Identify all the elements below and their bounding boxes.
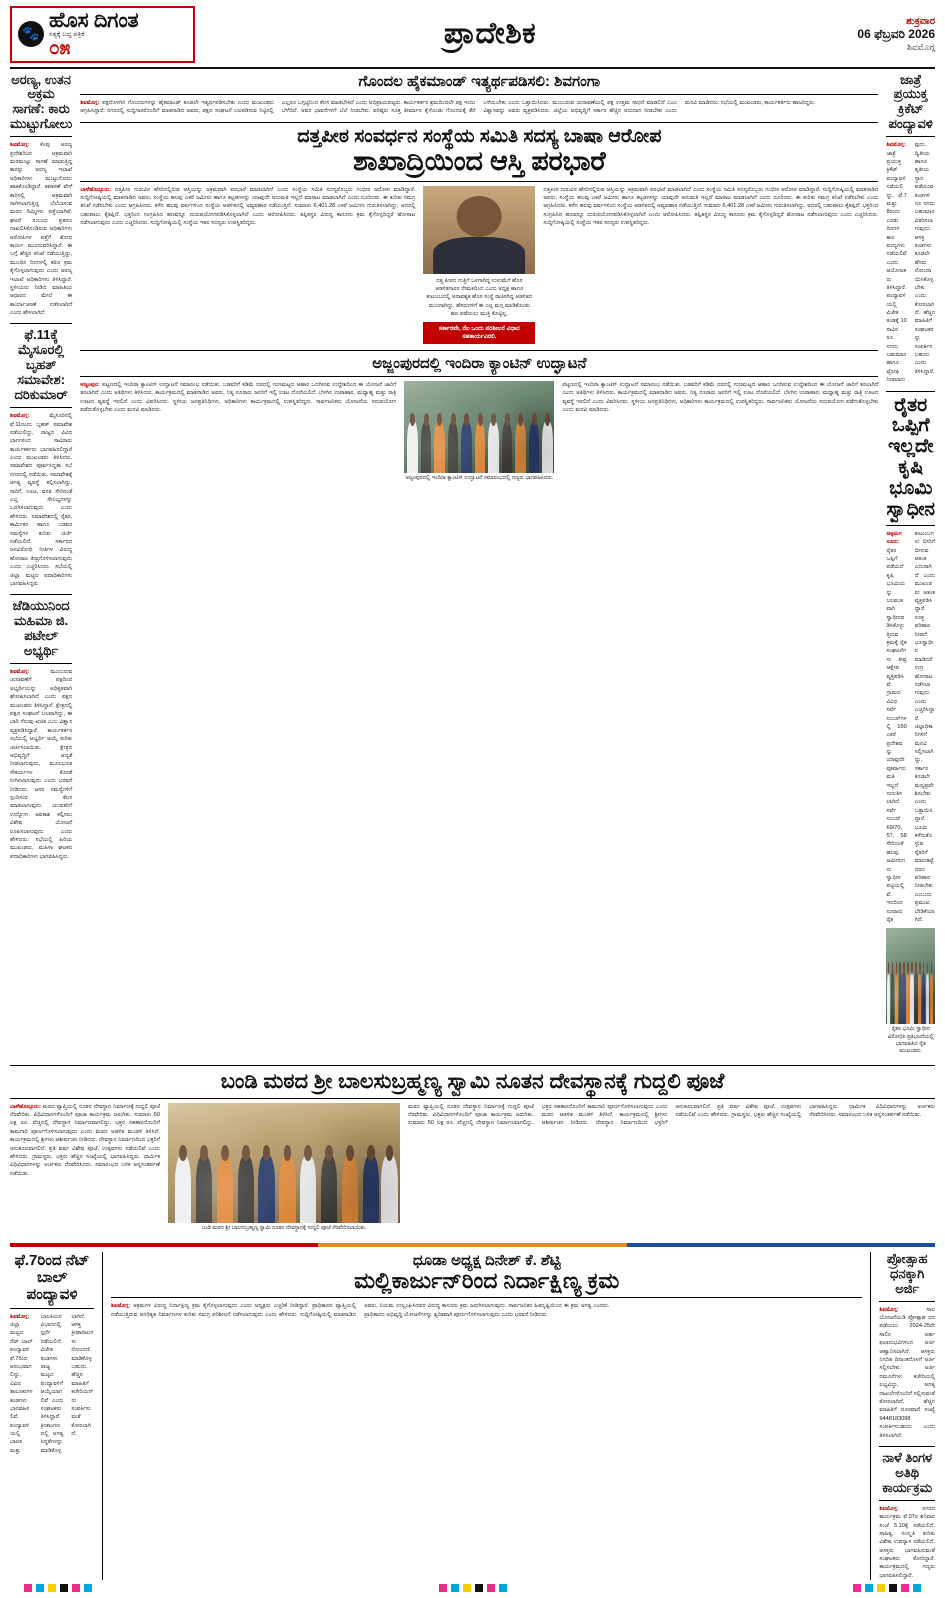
headline: ಮಲ್ಲಿಕಾರ್ಜುನ್‌ರಿಂದ ನಿರ್ದಾಕ್ಷಿಣ್ಯ ಕ್ರಮ [354, 1268, 620, 1294]
body-text-cont: ಪಟ್ಟಣದಲ್ಲಿ ಇಂದಿರಾ ಕ್ಯಾಂಟಿನ್ ಉದ್ಘಾಟನೆ ಸಮಾರಂಭ ನಡೆಯಿತು. ಬಡವರಿಗೆ ಕಡಿಮೆ ದರದಲ್ಲಿ ಗುಣಮಟ್ಟದ ಆಹಾರ ಒದಗಿಸುವ ಉದ್ದೇಶದಿಂದ ಈ ಯೋಜನೆ ಜಾರಿಗೆ ತರಲಾಗಿದೆ ಎಂದು ಅತಿಥಿಗಳು ತಿಳಿಸಿದರು. ಕಾರ್ಯಕ್ರಮದಲ್ಲಿ ಮಾತನಾಡಿದ ಅವರು, ನಿತ್ಯ ನೂರಾರು ಜನರಿಗೆ ಇಲ್ಲಿ ಊಟ ದೊರೆಯಲಿದೆ. ಬೆಳಗಿನ ಉಪಾಹಾರ, ಮಧ್ಯಾಹ್ನ ಮತ್ತು ರಾತ್ರಿ ಊಟದ ವ್ಯವಸ್ಥೆ ಇರಲಿದೆ ಎಂದು ವಿವರಿಸಿದರು. ಸ್ಥಳೀಯ ಜನಪ್ರತಿನಿಧಿಗಳು, ಅಧಿಕಾರಿಗಳು ಕಾರ್ಯಕ್ರಮದಲ್ಲಿ ಉಪಸ್ಥಿತರಿದ್ದರು. ಸಾರ್ವಜನಿಕರು ಯೋಜನೆಯ ಸದುಪಯೋಗ ಪಡೆದುಕೊಳ್ಳಬೇಕು ಎಂದು ಮನವಿ ಮಾಡಿದರು. [562, 381, 879, 414]
crowd-figures [886, 971, 935, 1025]
article-forest-seizure [10, 73, 72, 318]
article-body [80, 99, 878, 116]
section-name: ಪ್ರಾದೇಶಿಕ [443, 17, 537, 51]
canteen-photo [404, 381, 554, 473]
cmyk-dots-left [24, 1584, 92, 1592]
article-body [879, 1505, 935, 1581]
dateline: ಶಿವಮೊಗ್ಗ: [10, 413, 30, 420]
body-text: ಸಾಲ ಯೋಜನೆಯಡಿ ಪ್ರೋತ್ಸಾಹ ಧನ ಪಡೆಯಲು 2024-25ನೇ ಸಾಲಿನ ಅರ್ಹ ಫಲಾನುಭವಿಗಳಿಂದ ಅರ್ಜಿ ಆಹ್ವಾನಿಸಲಾಗಿದೆ. ಆಸಕ್ತರು ನಿಗದಿತ ದಿನಾಂಕದೊಳಗೆ ಅರ್ಜಿ ಸಲ್ಲಿಸಬೇಕು. ಅರ್ಜಿ ನಮೂನೆಗಳು ಕಚೇರಿಯಲ್ಲಿ ಲಭ್ಯವಿದ್ದು, ಅಗತ್ಯ ದಾಖಲೆಗಳೊಂದಿಗೆ ಸಲ್ಲಿಸುವಂತೆ ಕೋರಲಾಗಿದೆ. ಹೆಚ್ಚಿನ ಮಾಹಿತಿಗೆ ದೂರವಾಣಿ ಸಂಖ್ಯೆ 9448183098 ಸಂಪರ್ಕಿಸಬಹುದು ಎಂದು ತಿಳಿಸಲಾಗಿದೆ. [879, 1306, 935, 1439]
headline: ಗೊಂದಲ ಹೈಕಮಾಂಡ್ ಇತ್ಯರ್ಥಪಡಿಸಲಿ: ಶಿವಗಂಗಾ [358, 72, 601, 90]
headline: ಬಂಡಿ ಮಠದ ಶ್ರೀ ಬಾಲಸುಬ್ರಹ್ಮಣ್ಯ ಸ್ವಾಮಿ ನೂತನ ದೇವಸ್ಥಾನಕ್ಕೆ ಗುದ್ದಲಿ ಪೂಜೆ [220, 1070, 725, 1094]
registration-marks [10, 1580, 935, 1598]
article-body-right [543, 186, 878, 344]
article-body [80, 381, 396, 482]
color-separator [10, 1238, 935, 1252]
article-body [10, 412, 72, 588]
body-text: ಅಕ್ರಮಗಳ ವಿರುದ್ಧ ನಿರ್ದಾಕ್ಷಿಣ್ಯ ಕ್ರಮ ಕೈಗೊಳ್ಳಲಾಗುವುದು ಎಂದು ಅಧ್ಯಕ್ಷರು ಎಚ್ಚರಿಕೆ ನೀಡಿದ್ದಾರೆ. ಪ್ರಾಧಿಕಾರದ ವ್ಯಾಪ್ತಿಯಲ್ಲಿ ನಡೆಯುತ್ತಿರುವ ಅನಧಿಕೃತ ನಿರ್ಮಾಣಗಳ ಕುರಿತು ಸಮಗ್ರ ಪರಿಶೀಲನೆ ನಡೆಸಲಾಗುವುದು ಎಂದು ಹೇಳಿದರು. ಸುದ್ದಿಗೋಷ್ಠಿಯಲ್ಲಿ ಮಾತನಾಡಿದ ಅವರು, ನಿಯಮ ಉಲ್ಲಂಘಿಸಿದವರ ವಿರುದ್ಧ ಕಾನೂನು ಕ್ರಮ ಜರುಗಿಸಲಾಗುವುದು. ಸಾರ್ವಜನಿಕರ ಹಿತದೃಷ್ಟಿಯಿಂದ ಈ ಕ್ರಮ ಅಗತ್ಯ ಎಂದರು. ಪ್ರಾಧಿಕಾರದ ಅಭಿವೃದ್ಧಿ ಯೋಜನೆಗಳನ್ನು ತ್ವರಿತವಾಗಿ ಪೂರ್ಣಗೊಳಿಸಲಾಗುವುದು ಎಂದು ಭರವಸೆ ನೀಡಿದರು. [111, 1303, 610, 1318]
newspaper-title: ಹೊಸ ದಿಗಂತ [49, 9, 139, 32]
photo-caption: ಅಜ್ಜಂಪುರದಲ್ಲಿ ಇಂದಿರಾ ಕ್ಯಾಂಟಿನ್ ಉದ್ಘಾಟನೆ ಸಮಾರಂಭದಲ್ಲಿ ಗಣ್ಯರು ಭಾಗವಹಿಸಿದರು. [405, 474, 554, 481]
crowd-figures [168, 1155, 400, 1222]
body-text: ರೈತರ ಒಪ್ಪಿಗೆ ಪಡೆಯದೆ ಕೃಷಿ ಭೂಮಿಯನ್ನು ಬಲವಂತವಾಗಿ ಸ್ವಾಧೀನಪಡಿಸಿಕೊಳ್ಳುತ್ತಿರುವ ಕ್ರಮಕ್ಕೆ ರೈತ ಸಂಘಟನೆಗಳು ತೀವ್ರ ಆಕ್ಷೇಪ ವ್ಯಕ್ತಪಡಿಸಿವೆ. ಗ್ರಾಮದ ವಿವಿಧ ಸರ್ವೆ ನಂಬರ್‌ಗಳಲ್ಲಿ 150 ಎಕರೆ ಪ್ರದೇಶವನ್ನು ಯಾವುದೇ ಪೂರ್ವಾನುಮತಿ ಇಲ್ಲದೆ ಗುರುತಿಸಲಾಗಿದೆ. ಸರ್ವೆ ನಂಬರ್ 69/70, 57, 58 ಸೇರಿದಂತೆ ಹಲವು ಜಮೀನುಗಳು ಸ್ವಾಧೀನ ಪಟ್ಟಿಯಲ್ಲಿವೆ. ಇದರಿಂದ ನೂರಾರು ರೈತ ಕುಟುಂಬಗಳು ಬೀದಿಗೆ ಬೀಳುವ ಆತಂಕ ಎದುರಾಗಿದೆ ಎಂದು ಮುಖಂಡರು ಆತಂಕ ವ್ಯಕ್ತಪಡಿಸಿದ್ದಾರೆ. ಸೂಕ್ತ ಪರಿಹಾರ ನೀಡದೆ ಭೂಸ್ವಾಧೀನ ಮಾಡಿದರೆ ಉಗ್ರ ಹೋರಾಟ ನಡೆಸಲಾಗುವುದು ಎಂದು ಎಚ್ಚರಿಸಿದ್ದಾರೆ. ಜಿಲ್ಲಾಧಿಕಾರಿಗಳಿಗೆ ಮನವಿ ಸಲ್ಲಿಸಲಾಗಿದ್ದು, ಸರ್ಕಾರ ಕೂಡಲೇ ಮಧ್ಯಪ್ರವೇಶಿಸಬೇಕು ಎಂದು ಒತ್ತಾಯಿಸಿದ್ದಾರೆ. ಭೂಮಿ ಕಳೆದುಕೊಳ್ಳುವ ರೈತರಿಗೆ ಮಾರುಕಟ್ಟೆ ದರದ ಪರಿಹಾರ ನೀಡಬೇಕು ಎಂಬುದು ಪ್ರಮುಖ ಬೇಡಿಕೆಯಾಗಿದೆ. [886, 530, 935, 923]
dateline: ಶಿವಮೊಗ್ಗ: [10, 669, 30, 676]
dateline: ಬಾಳೆಹೊನ್ನೂರು: [10, 1103, 41, 1110]
dooda-column [102, 1252, 862, 1580]
dateline: ಶಿವಮೊಗ್ಗ: [80, 99, 100, 106]
body-text-cont: ದತ್ತಪೀಠ ಗುರುವಿನ ಹೆಸರಿನಲ್ಲಿರುವ ಆಸ್ತಿಯನ್ನು ಅಕ್ರಮವಾಗಿ ಪರಭಾರೆ ಮಾಡಲಾಗಿದೆ ಎಂದು ಸಂಸ್ಥೆಯ ಸಮಿತಿ ಸದಸ್ಯರೊಬ್ಬರು ಗಂಭೀರ ಆರೋಪ ಮಾಡಿದ್ದಾರೆ. ಸುದ್ದಿಗೋಷ್ಠಿಯಲ್ಲಿ ಮಾತನಾಡಿದ ಅವರು, ಸಂಸ್ಥೆಯ ಹಲವು ಎಕರೆ ಜಮೀನು ಹಾಗೂ ಕಟ್ಟಡಗಳನ್ನು ಯಾವುದೇ ಅನುಮತಿ ಇಲ್ಲದೆ ಮಾರಾಟ ಮಾಡಲಾಗಿದೆ ಎಂದು ದೂರಿದರು. ಈ ಕುರಿತು ಸಮಗ್ರ ತನಿಖೆ ನಡೆಸಬೇಕು ಎಂದು ಆಗ್ರಹಿಸಿದರು. ಕಳೆದ ಹಲವು ವರ್ಷಗಳಿಂದ ಸಂಸ್ಥೆಯ ಆಡಳಿತದಲ್ಲಿ ಅವ್ಯವಹಾರ ನಡೆಯುತ್ತಿದೆ. ಸುಮಾರು 6,401.28 ಎಕರೆ ಜಮೀನು ಗುರುತಿಸಲಾಗಿದ್ದು, ಅದರಲ್ಲಿ ಬಹುಪಾಲು ಕೈತಪ್ಪಿದೆ. ಭಕ್ತರಿಂದ ಸಂಗ್ರಹಿಸಿದ ಹಣವನ್ನೂ ದುರುಪಯೋಗಪಡಿಸಿಕೊಳ್ಳಲಾಗಿದೆ ಎಂದು ಆರೋಪಿಸಿದರು. ತಪ್ಪಿತಸ್ಥರ ವಿರುದ್ಧ ಕಾನೂನು ಕ್ರಮ ಕೈಗೊಳ್ಳದಿದ್ದರೆ ಹೋರಾಟ ನಡೆಸಲಾಗುವುದು ಎಂದು ಎಚ್ಚರಿಸಿದರು. ಸುದ್ದಿಗೋಷ್ಠಿಯಲ್ಲಿ ಸಂಸ್ಥೆಯ ಇತರ ಸದಸ್ಯರು ಉಪಸ್ಥಿತರಿದ್ದರು. [543, 186, 879, 227]
headline: ಅರಣ್ಯ, ಉತನ ಅಕ್ರಮ ಸಾಗಣೆ: ಕಾರು ಮುಟ್ಟುಗೋಲು [10, 71, 73, 132]
kicker: ದತ್ತಪೀಠ ಸಂವರ್ಧನ ಸಂಸ್ಥೆಯ ಸಮಿತಿ ಸದಸ್ಯ ಬಾಷಾ ಆರೋಪ [297, 125, 662, 147]
section-header [195, 17, 785, 51]
photo-caption: ಬಂಡಿ ಮಠದ ಶ್ರೀ ಬಾಲಸುಬ್ರಹ್ಮಣ್ಯ ಸ್ವಾಮಿ ನೂತನ ದೇವಸ್ಥಾನಕ್ಕೆ ಗುದ್ದಲಿ ಪೂಜೆ ನೆರವೇರಿಸಲಾಯಿತು. [201, 1224, 367, 1231]
sep-blue [627, 1243, 935, 1247]
article-cricket-tournament [886, 73, 935, 385]
headline: ಜೆಡಿಯುನಿಂದ ಮಹಿಮಾ ಜಿ. ಪಟೇಲ್ ಅಭ್ಯರ್ಥಿ [12, 598, 70, 659]
masthead [10, 6, 935, 69]
body-text: ಜಾತ್ರೆ ಪ್ರಯುಕ್ತ ಕ್ರಿಕೆಟ್ ಪಂದ್ಯಾವಳಿ ನಡೆಯಲಿದ್ದು, ಫೆ.7 ಮತ್ತು 8ರಂದು ಎರಡು ದಿನಗಳ ಕಾಲ ಪಂದ್ಯಗಳು ನಡೆಯಲಿವೆ ಎಂದು ಆಯೋಜಕರು ತಿಳಿಸಿದ್ದಾರೆ. ಪಂದ್ಯಾವಳಿಯಲ್ಲಿ ವಿಜೇತ ತಂಡಕ್ಕೆ 10 ಸಾವಿರ ರೂ. ನಗದು ಬಹುಮಾನ ಹಾಗೂ ಟ್ರೋಫಿ ನೀಡಲಾಗುವುದು. ದ್ವಿತೀಯ ಹಾಗೂ ತೃತೀಯ ಸ್ಥಾನ ಪಡೆಯುವ ತಂಡಗಳಿಗೂ ನಗದು ಬಹುಮಾನ ವಿತರಿಸಲಾಗುವುದು. ಆಸಕ್ತ ತಂಡಗಳು ಕೂಡಲೇ ಹೆಸರು ನೋಂದಾಯಿಸಿಕೊಳ್ಳಬೇಕು ಎಂದು ಕೋರಲಾಗಿದೆ. ಹೆಚ್ಚಿನ ಮಾಹಿತಿಗೆ ಸಂಘಟಕರನ್ನು ಸಂಪರ್ಕಿಸಬಹುದು ಎಂದು ತಿಳಿಸಿದ್ದಾರೆ. [886, 142, 935, 384]
photo-block [404, 381, 554, 482]
article-land-acquisition [886, 391, 935, 1056]
body-text-cont: ಮಠದ ವ್ಯಾಪ್ತಿಯಲ್ಲಿ ನೂತನ ದೇವಸ್ಥಾನ ನಿರ್ಮಾಣಕ್ಕೆ ಗುದ್ದಲಿ ಪೂಜೆ ನೆರವೇರಿತು. ವಿಧಿವಿಧಾನಗಳೊಂದಿಗೆ ಪೂಜಾ ಕಾರ್ಯಕ್ರಮ ಜರುಗಿತು. ಸುಮಾರು 50 ಲಕ್ಷ ರೂ. ವೆಚ್ಚದಲ್ಲಿ ದೇವಸ್ಥಾನ ನಿರ್ಮಾಣವಾಗಲಿದ್ದು, ಭಕ್ತರ ಸಹಕಾರದೊಂದಿಗೆ ಕಾಮಗಾರಿ ಪೂರ್ಣಗೊಳಿಸಲಾಗುವುದು ಎಂದು ಮಠದ ಆಡಳಿತ ಮಂಡಳಿ ತಿಳಿಸಿದೆ. ಕಾರ್ಯಕ್ರಮದಲ್ಲಿ ಶ್ರೀಗಳು ಆಶೀರ್ವಚನ ನೀಡಿದರು. ದೇವಸ್ಥಾನ ನಿರ್ಮಾಣದಿಂದ ಭಕ್ತರಿಗೆ ಅನುಕೂಲವಾಗಲಿದೆ. ಪ್ರತಿ ವರ್ಷ ವಿಶೇಷ ಪೂಜೆ, ಉತ್ಸವಗಳು ನಡೆಯಲಿವೆ ಎಂದು ಹೇಳಿದರು. ಗ್ರಾಮಸ್ಥರು, ಭಕ್ತರು ಹೆಚ್ಚಿನ ಸಂಖ್ಯೆಯಲ್ಲಿ ಭಾಗವಹಿಸಿದ್ದರು. ಧಾರ್ಮಿಕ ವಿಧಿವಿಧಾನಗಳನ್ನು ಅರ್ಚಕರು ನೆರವೇರಿಸಿದರು. ಸಮಾರಂಭದ ಬಳಿಕ ಅನ್ನಸಂತರ್ಪಣೆ ನಡೆಯಿತು. [408, 1103, 935, 1127]
article-body [10, 141, 72, 317]
edition-number: ೦೫ [49, 37, 71, 59]
temple-puja-photo [168, 1103, 400, 1223]
dateline: ಶಿವಮೊಗ್ಗ: [879, 1306, 899, 1313]
dateline: ಶಿವಮೊಗ್ಗ: [10, 142, 30, 149]
article-body [10, 668, 72, 861]
cmyk-dots-right [853, 1584, 921, 1592]
left-column [10, 73, 72, 1062]
weekday: ಶುಕ್ರವಾರ [906, 15, 935, 27]
body-text: ದತ್ತಪೀಠ ಗುರುವಿನ ಹೆಸರಿನಲ್ಲಿರುವ ಆಸ್ತಿಯನ್ನು ಅಕ್ರಮವಾಗಿ ಪರಭಾರೆ ಮಾಡಲಾಗಿದೆ ಎಂದು ಸಂಸ್ಥೆಯ ಸಮಿತಿ ಸದಸ್ಯರೊಬ್ಬರು ಗಂಭೀರ ಆರೋಪ ಮಾಡಿದ್ದಾರೆ. ಸುದ್ದಿಗೋಷ್ಠಿಯಲ್ಲಿ ಮಾತನಾಡಿದ ಅವರು, ಸಂಸ್ಥೆಯ ಹಲವು ಎಕರೆ ಜಮೀನು ಹಾಗೂ ಕಟ್ಟಡಗಳನ್ನು ಯಾವುದೇ ಅನುಮತಿ ಇಲ್ಲದೆ ಮಾರಾಟ ಮಾಡಲಾಗಿದೆ ಎಂದು ದೂರಿದರು. ಈ ಕುರಿತು ಸಮಗ್ರ ತನಿಖೆ ನಡೆಸಬೇಕು ಎಂದು ಆಗ್ರಹಿಸಿದರು. ಕಳೆದ ಹಲವು ವರ್ಷಗಳಿಂದ ಸಂಸ್ಥೆಯ ಆಡಳಿತದಲ್ಲಿ ಅವ್ಯವಹಾರ ನಡೆಯುತ್ತಿದೆ. ಸುಮಾರು 6,401.28 ಎಕರೆ ಜಮೀನು ಗುರುತಿಸಲಾಗಿದ್ದು, ಅದರಲ್ಲಿ ಬಹುಪಾಲು ಕೈತಪ್ಪಿದೆ. ಭಕ್ತರಿಂದ ಸಂಗ್ರಹಿಸಿದ ಹಣವನ್ನೂ ದುರುಪಯೋಗಪಡಿಸಿಕೊಳ್ಳಲಾಗಿದೆ ಎಂದು ಆರೋಪಿಸಿದರು. ತಪ್ಪಿತಸ್ಥರ ವಿರುದ್ಧ ಕಾನೂನು ಕ್ರಮ ಕೈಗೊಳ್ಳದಿದ್ದರೆ ಹೋರಾಟ ನಡೆಸಲಾಗುವುದು ಎಂದು ಎಚ್ಚರಿಸಿದರು. ಸುದ್ದಿಗೋಷ್ಠಿಯಲ್ಲಿ ಸಂಸ್ಥೆಯ ಇತರ ಸದಸ್ಯರು ಉಪಸ್ಥಿತರಿದ್ದರು. [80, 186, 416, 227]
headline: ಜಾತ್ರೆ ಪ್ರಯುಕ್ತ ಕ್ರಿಕೆಟ್ ಪಂದ್ಯಾವಳಿ [888, 71, 933, 132]
article-body-cont [408, 1103, 935, 1232]
person-photo [423, 186, 535, 274]
netball-column [10, 1252, 94, 1580]
dateline-block [785, 16, 935, 53]
headline: ಫೆ.7ರಿಂದ ನೆಟ್ ಬಾಲ್ ಪಂದ್ಯಾವಳಿ [14, 1251, 90, 1304]
photo-caption: ರೈತರ ಭೂಮಿ ಸ್ವಾಧೀನ ವಿರೋಧಿಸಿ ಪ್ರತಿಭಟನೆಯಲ್ಲಿ ಭಾಗವಹಿಸಿದ ರೈತ ಮುಖಂಡರು. [887, 1026, 934, 1055]
sep-red [10, 1243, 318, 1247]
issue-date: 06 ಫೆಬ್ರವರಿ 2026 [857, 26, 935, 41]
dateline: ಚಿಕ್ಕಮಗಳೂರು: [886, 530, 902, 546]
sep-orange [318, 1243, 626, 1247]
article-jdu-candidate [10, 594, 72, 861]
article-body [10, 1103, 160, 1232]
edition-place: ಶಿವಮೊಗ್ಗ [907, 41, 935, 52]
right-column [886, 73, 935, 1062]
article-body [10, 1313, 94, 1456]
headline: ಫೆ.11ಕ್ಕೆ ಮೈಸೂರಲ್ಲಿ ಬೃಹತ್ ಸಮಾವೇಶ: ದರಿಕುಮಾರ್ [14, 327, 68, 403]
body-text: ಪಕ್ಷದೊಳಗಿನ ಗೊಂದಲಗಳನ್ನು ಹೈಕಮಾಂಡ್ ಕೂಡಲೇ ಇತ್ಯರ್ಥಪಡಿಸಬೇಕು ಎಂದು ಮುಖಂಡರು ಆಗ್ರಹಿಸಿದ್ದಾರೆ. ನಗರದಲ್ಲಿ ಸುದ್ದಿಗಾರರೊಂದಿಗೆ ಮಾತನಾಡಿದ ಅವರು, ಪಕ್ಷದ ಸಂಘಟನೆ ಬಲಪಡಿಸುವ ನಿಟ್ಟಿನಲ್ಲಿ ಎಲ್ಲರೂ ಒಗ್ಗಟ್ಟಿನಿಂದ ಕೆಲಸ ಮಾಡಬೇಕಿದೆ ಎಂದು ಅಭಿಪ್ರಾಯಪಟ್ಟರು. ಕಾರ್ಯಕರ್ತರ ಶ್ರಮದಿಂದಲೇ ಪಕ್ಷ ಇಂದು ಬೆಳೆದಿದೆ. ಅವರ ಭಾವನೆಗಳಿಗೆ ಬೆಲೆ ನೀಡಬೇಕು. ವರಿಷ್ಠರು ಸೂಕ್ತ ತೀರ್ಮಾನ ಕೈಗೊಂಡು ಗೊಂದಲಕ್ಕೆ ತೆರೆ ಎಳೆಯಬೇಕು ಎಂದು ಒತ್ತಾಯಿಸಿದರು. ಮುಂಬರುವ ಚುನಾವಣೆಯಲ್ಲಿ ಪಕ್ಷ ಉತ್ತಮ ಸಾಧನೆ ಮಾಡಲಿದೆ ಎಂಬ ವಿಶ್ವಾಸವನ್ನು ಅವರು ವ್ಯಕ್ತಪಡಿಸಿದರು. ಜಿಲ್ಲೆಯ ಅಭಿವೃದ್ಧಿಗೆ ಸರ್ಕಾರ ಹೆಚ್ಚಿನ ಅನುದಾನ ನೀಡಬೇಕು ಎಂದು ಮನವಿ ಮಾಡಿದರು. ಸಭೆಯಲ್ಲಿ ಮುಖಂಡರು, ಕಾರ್ಯಕರ್ತರು ಹಾಜರಿದ್ದರು. [80, 99, 816, 115]
cmyk-dots-center [439, 1584, 507, 1592]
notices-column [870, 1252, 935, 1580]
article-body-cont [562, 381, 878, 482]
article-temple-puja [10, 1070, 935, 1231]
crowd-figures [404, 421, 554, 473]
newspaper-tagline: ಸತ್ಯಕ್ಕೆ ಬದ್ಧ ಪತ್ರಿಕೆ [49, 31, 85, 38]
red-callout: ಸರ್ಕಾರವೇ, ನೆಲ ಒಂದು ಪರಿಶೀಲನೆ ವಿಧಾನ ಸಹಕಾರ್ಯವಿರಲಿ. [423, 322, 535, 344]
body-text: ನಗರದ ಕಾರ್ಯಕ್ರಮ ಫೆ.07ರ ಶನಿವಾರ ಸಂಜೆ 5.10ಕ್ಕೆ ನಡೆಯಲಿದೆ. ಸಾಹಿತ್ಯ, ಸಂಸ್ಕೃತಿ ಕುರಿತು ವಿಶೇಷ ಉಪನ್ಯಾಸ ನಡೆಯಲಿದೆ. ಆಸಕ್ತರು ಭಾಗವಹಿಸುವಂತೆ ಸಂಘಟಕರು ಕೋರಿದ್ದಾರೆ. ಕಾರ್ಯಕ್ರಮದಲ್ಲಿ ಗಣ್ಯರು ಭಾಗವಹಿಸಲಿದ್ದಾರೆ. [879, 1505, 935, 1579]
body-text: ಪಟ್ಟಣದಲ್ಲಿ ಇಂದಿರಾ ಕ್ಯಾಂಟಿನ್ ಉದ್ಘಾಟನೆ ಸಮಾರಂಭ ನಡೆಯಿತು. ಬಡವರಿಗೆ ಕಡಿಮೆ ದರದಲ್ಲಿ ಗುಣಮಟ್ಟದ ಆಹಾರ ಒದಗಿಸುವ ಉದ್ದೇಶದಿಂದ ಈ ಯೋಜನೆ ಜಾರಿಗೆ ತರಲಾಗಿದೆ ಎಂದು ಅತಿಥಿಗಳು ತಿಳಿಸಿದರು. ಕಾರ್ಯಕ್ರಮದಲ್ಲಿ ಮಾತನಾಡಿದ ಅವರು, ನಿತ್ಯ ನೂರಾರು ಜನರಿಗೆ ಇಲ್ಲಿ ಊಟ ದೊರೆಯಲಿದೆ. ಬೆಳಗಿನ ಉಪಾಹಾರ, ಮಧ್ಯಾಹ್ನ ಮತ್ತು ರಾತ್ರಿ ಊಟದ ವ್ಯವಸ್ಥೆ ಇರಲಿದೆ ಎಂದು ವಿವರಿಸಿದರು. ಸ್ಥಳೀಯ ಜನಪ್ರತಿನಿಧಿಗಳು, ಅಧಿಕಾರಿಗಳು ಕಾರ್ಯಕ್ರಮದಲ್ಲಿ ಉಪಸ್ಥಿತರಿದ್ದರು. ಸಾರ್ವಜನಿಕರು ಯೋಜನೆಯ ಸದುಪಯೋಗ ಪಡೆದುಕೊಳ್ಳಬೇಕು ಎಂದು ಮನವಿ ಮಾಡಿದರು. [80, 381, 397, 414]
article-property-transfer [80, 122, 878, 344]
article-body [111, 1302, 862, 1319]
dateline: ಶಿವಮೊಗ್ಗ: [111, 1303, 131, 1310]
logo-text [49, 10, 138, 58]
headline: ಅಜ್ಜಂಪುರದಲ್ಲಿ ಇಂದಿರಾ ಕ್ಯಾಂಟಿನ್ ಉದ್ಘಾಟನೆ [372, 354, 587, 372]
body-text: ಮಠದ ವ್ಯಾಪ್ತಿಯಲ್ಲಿ ನೂತನ ದೇವಸ್ಥಾನ ನಿರ್ಮಾಣಕ್ಕೆ ಗುದ್ದಲಿ ಪೂಜೆ ನೆರವೇರಿತು. ವಿಧಿವಿಧಾನಗಳೊಂದಿಗೆ ಪೂಜಾ ಕಾರ್ಯಕ್ರಮ ಜರುಗಿತು. ಸುಮಾರು 50 ಲಕ್ಷ ರೂ. ವೆಚ್ಚದಲ್ಲಿ ದೇವಸ್ಥಾನ ನಿರ್ಮಾಣವಾಗಲಿದ್ದು, ಭಕ್ತರ ಸಹಕಾರದೊಂದಿಗೆ ಕಾಮಗಾರಿ ಪೂರ್ಣಗೊಳಿಸಲಾಗುವುದು ಎಂದು ಮಠದ ಆಡಳಿತ ಮಂಡಳಿ ತಿಳಿಸಿದೆ. ಕಾರ್ಯಕ್ರಮದಲ್ಲಿ ಶ್ರೀಗಳು ಆಶೀರ್ವಚನ ನೀಡಿದರು. ದೇವಸ್ಥಾನ ನಿರ್ಮಾಣದಿಂದ ಭಕ್ತರಿಗೆ ಅನುಕೂಲವಾಗಲಿದೆ. ಪ್ರತಿ ವರ್ಷ ವಿಶೇಷ ಪೂಜೆ, ಉತ್ಸವಗಳು ನಡೆಯಲಿವೆ ಎಂದು ಹೇಳಿದರು. ಗ್ರಾಮಸ್ಥರು, ಭಕ್ತರು ಹೆಚ್ಚಿನ ಸಂಖ್ಯೆಯಲ್ಲಿ ಭಾಗವಹಿಸಿದ್ದರು. ಧಾರ್ಮಿಕ ವಿಧಿವಿಧಾನಗಳನ್ನು ಅರ್ಚಕರು ನೆರವೇರಿಸಿದರು. ಸಮಾರಂಭದ ಬಳಿಕ ಅನ್ನಸಂತರ್ಪಣೆ ನಡೆಯಿತು. [10, 1103, 160, 1177]
center-column [80, 73, 878, 1062]
body-text: ಮುಂಬರುವ ಚುನಾವಣೆಗೆ ಪಕ್ಷದಿಂದ ಅಭ್ಯರ್ಥಿಯನ್ನು ಅಧಿಕೃತವಾಗಿ ಘೋಷಿಸಲಾಗಿದೆ ಎಂದು ಪಕ್ಷದ ಮುಖಂಡರು ತಿಳಿಸಿದ್ದಾರೆ. ಕ್ಷೇತ್ರದಲ್ಲಿ ಪಕ್ಷದ ಸಂಘಟನೆ ಬಲವಾಗಿದ್ದು, ಈ ಬಾರಿ ಗೆಲುವು ಖಚಿತ ಎಂಬ ವಿಶ್ವಾಸ ವ್ಯಕ್ತಪಡಿಸಿದ್ದಾರೆ. ಕಾರ್ಯಕರ್ತರ ಸಭೆಯಲ್ಲಿ ಅಭ್ಯರ್ಥಿ ಆಯ್ಕೆ ಕುರಿತು ಚರ್ಚಿಸಲಾಯಿತು. ಕ್ಷೇತ್ರದ ಅಭಿವೃದ್ಧಿಗೆ ಆದ್ಯತೆ ನೀಡಲಾಗುವುದು, ಮೂಲಭೂತ ಸೌಕರ್ಯಗಳ ಕೊರತೆ ನೀಗಿಸಲಾಗುವುದು ಎಂದು ಭರವಸೆ ನೀಡಿದರು. ಜನರ ಸಮಸ್ಯೆಗಳಿಗೆ ಸ್ಪಂದಿಸುವ ಕೆಲಸ ಮಾಡಲಾಗುವುದು. ಯುವಕರಿಗೆ ಉದ್ಯೋಗ ಅವಕಾಶ ಕಲ್ಪಿಸಲು ವಿಶೇಷ ಯೋಜನೆ ರೂಪಿಸಲಾಗುವುದು ಎಂದು ಹೇಳಿದರು. ಸಭೆಯಲ್ಲಿ ಹಿರಿಯ ಮುಖಂಡರು, ಮಹಿಳಾ ಘಟಕದ ಪದಾಧಿಕಾರಿಗಳು ಭಾಗವಹಿಸಿದ್ದರು. [10, 669, 73, 860]
dateline: ಬಾಳೆಹೊನ್ನೂರು: [80, 186, 111, 193]
pull-quote-block [423, 186, 535, 344]
headline: ಪ್ರೋತ್ಸಾಹ ಧನಕ್ಕಾಗಿ ಅರ್ಜಿ [886, 1250, 928, 1296]
article-mysuru-convention [10, 323, 72, 588]
article-body [879, 1306, 935, 1440]
body-text: ಮೈಸೂರಿನಲ್ಲಿ ಫೆ.11ರಂದು ಬೃಹತ್ ಸಮಾವೇಶ ನಡೆಯಲಿದ್ದು, ರಾಜ್ಯದ ವಿವಿಧ ಭಾಗಗಳಿಂದ ಸಾವಿರಾರು ಕಾರ್ಯಕರ್ತರು ಭಾಗವಹಿಸಲಿದ್ದಾರೆ ಎಂದು ಮುಖಂಡರು ತಿಳಿಸಿದರು. ಸಮಾವೇಶದ ಪೂರ್ವಸಿದ್ಧತಾ ಸಭೆ ನಗರದಲ್ಲಿ ನಡೆಯಿತು. ಸಮಾವೇಶಕ್ಕೆ ಅಗತ್ಯ ವ್ಯವಸ್ಥೆ ಕಲ್ಪಿಸಲಾಗಿದ್ದು, ಸಾರಿಗೆ, ಊಟ, ವಸತಿ ಸೇರಿದಂತೆ ಎಲ್ಲ ಸೌಲಭ್ಯಗಳನ್ನು ಒದಗಿಸಲಾಗುವುದು ಎಂದು ಹೇಳಿದರು. ಸಮಾವೇಶದಲ್ಲಿ ರೈತರ, ಕಾರ್ಮಿಕರ ಹಾಗೂ ಬಡವರ ಸಮಸ್ಯೆಗಳ ಕುರಿತು ಚರ್ಚೆ ನಡೆಯಲಿದೆ. ಸರ್ಕಾರದ ಜನವಿರೋಧಿ ನೀತಿಗಳ ವಿರುದ್ಧ ಹೋರಾಟ ತೀವ್ರಗೊಳಿಸಲಾಗುವುದು ಎಂದು ಎಚ್ಚರಿಸಿದರು. ಸಭೆಯಲ್ಲಿ ಜಿಲ್ಲಾ ಮಟ್ಟದ ಪದಾಧಿಕಾರಿಗಳು ಭಾಗವಹಿಸಿದ್ದರು. [10, 413, 73, 587]
headline: ಶಾಖಾದ್ರಿಯಿಂದ ಆಸ್ತಿ ಪರಭಾರೆ [353, 146, 606, 177]
dateline: ಶಿವಮೊಗ್ಗ: [10, 1313, 30, 1320]
kicker: ಧೂಡಾ ಅಧ್ಯಕ್ಷ ದಿನೇಶ್ ಕೆ. ಶೆಟ್ಟಿ [412, 1251, 561, 1269]
dateline: ಶಿವಮೊಗ್ಗ: [879, 1505, 899, 1512]
row-one [10, 73, 935, 1062]
dateline: ಅಜ್ಜಂಪುರ: [80, 381, 100, 388]
headline: ನಾಳೆ ತಿಂಗಳ ಅತಿಥಿ ಕಾರ್ಯಕ್ರಮ [882, 1449, 933, 1495]
logo-bird-icon: 🐾 [18, 21, 44, 47]
body-text: ಕೆಂಪು ಅರಣ್ಯ ಪ್ರದೇಶದಿಂದ ಅಕ್ರಮವಾಗಿ ಮರಮುಟ್ಟು ಸಾಗಣೆ ಮಾಡುತ್ತಿದ್ದ ಕಾರನ್ನು ಅರಣ್ಯ ಇಲಾಖೆ ಅಧಿಕಾರಿಗಳು ಮುಟ್ಟುಗೋಲು ಹಾಕಿಕೊಂಡಿದ್ದಾರೆ. ತಪಾಸಣೆ ವೇಳೆ ಕಾರಿನಲ್ಲಿ ಅಕ್ರಮವಾಗಿ ಸಾಗಿಸಲಾಗುತ್ತಿದ್ದ ಬೆಲೆಬಾಳುವ ಮರದ ದಿಮ್ಮಿಗಳು ಪತ್ತೆಯಾಗಿವೆ. ಘಟನೆ ಸಂಬಂಧ ಪ್ರಕರಣ ದಾಖಲಿಸಿಕೊಂಡಿರುವ ಅಧಿಕಾರಿಗಳು ಆರೋಪಿಗಳ ಪತ್ತೆಗೆ ಶೋಧ ಕಾರ್ಯ ಮುಂದುವರಿಸಿದ್ದಾರೆ. ಈ ಬಗ್ಗೆ ಹೆಚ್ಚಿನ ತನಿಖೆ ನಡೆಯುತ್ತಿದ್ದು, ಮುಂದಿನ ದಿನಗಳಲ್ಲಿ ಕಠಿಣ ಕ್ರಮ ಕೈಗೊಳ್ಳಲಾಗುವುದು ಎಂದು ಅರಣ್ಯ ಇಲಾಖೆ ಅಧಿಕಾರಿಗಳು ತಿಳಿಸಿದ್ದಾರೆ. ಸ್ಥಳೀಯರು ನೀಡಿದ ಮಾಹಿತಿಯ ಆಧಾರದ ಮೇಲೆ ಈ ಕಾರ್ಯಾಚರಣೆ ನಡೆಸಲಾಗಿದೆ ಎಂದು ಹೇಳಲಾಗಿದೆ. [10, 142, 73, 317]
article-highcommand [80, 73, 878, 116]
pull-quote: ದತ್ತ ಪೀಠದ ಗುತ್ತಿಗೆ ಒಳಗಾಗಿದ್ದ ಉಳುಮೆಗೆ ಹೊಸ ಆಡಳಿತಗಾರರ ನೇಮಕದಿಂದ ಎಂದು ಅಧ್ಯಕ್ಷ ಹಾಗೂ ಕುಟುಂಬದಲ್ಲಿ ಅನಾವಶ್ಯಕ ಹೊಸ ಸಂಸ್ಥೆ ರಾಜಿಸಗಿದ್ದ ಆಡಳಿತದ ಮುಂದಾಗಿದ್ದು, ಹೆಸರುಗಳಿಗೆ ಈ ಎಲ್ಲ ಮಗ್ಗ ಮಾಡಿಕೊಂಡು ಹಣ ಪಡೆಯಲು ಮುಕ್ತಿ ಕೊಟ್ಟಿಲ್ಲ. [426, 277, 533, 318]
farmers-protest-photo [886, 928, 935, 1024]
dateline: ಶಿವಮೊಗ್ಗ: [886, 142, 906, 149]
body-text: ಜಿಲ್ಲಾ ಮಟ್ಟದ ನೆಟ್ ಬಾಲ್ ಪಂದ್ಯಾವಳಿ ಫೆ.7ರಿಂದ ಆರಂಭವಾಗಲಿದ್ದು, ವಿವಿಧ ತಾಲೂಕುಗಳ ತಂಡಗಳು ಭಾಗವಹಿಸಲಿವೆ. ಪಂದ್ಯಾವಳಿಯಲ್ಲಿ ಬಾಲಕ ಮತ್ತು ಬಾಲಕಿಯರ ವಿಭಾಗದಲ್ಲಿ ಸ್ಪರ್ಧೆ ನಡೆಯಲಿದೆ. ವಿಜೇತ ತಂಡಗಳು ರಾಜ್ಯ ಮಟ್ಟದ ಪಂದ್ಯಾವಳಿಗೆ ಆಯ್ಕೆಯಾಗಲಿವೆ ಎಂದು ಸಂಘಟಕರು ತಿಳಿಸಿದ್ದಾರೆ. ಕ್ರೀಡಾಂಗಣದಲ್ಲಿ ಅಗತ್ಯ ಸಿದ್ಧತೆಗಳನ್ನು ಮಾಡಿಕೊಳ್ಳಲಾಗಿದೆ. ಆಸಕ್ತ ಕ್ರೀಡಾಪಟುಗಳು ನೋಂದಣಿ ಮಾಡಿಕೊಳ್ಳಬಹುದು. ಹೆಚ್ಚಿನ ಮಾಹಿತಿಗೆ ಕಚೇರಿಯನ್ನು ಸಂಪರ್ಕಿಸುವಂತೆ ಕೋರಲಾಗಿದೆ. [10, 1313, 94, 1454]
article-indira-canteen [80, 350, 878, 483]
photo-block [168, 1103, 400, 1232]
article-body [886, 530, 935, 924]
newspaper-logo [10, 6, 195, 63]
article-body-left [80, 186, 415, 344]
article-body [886, 141, 935, 384]
headline: ರೈತರ ಒಪ್ಪಿಗೆ ಇಲ್ಲದೇ ಕೃಷಿ ಭೂಮಿ ಸ್ವಾಧೀನ [886, 394, 935, 521]
row-three [10, 1252, 935, 1580]
